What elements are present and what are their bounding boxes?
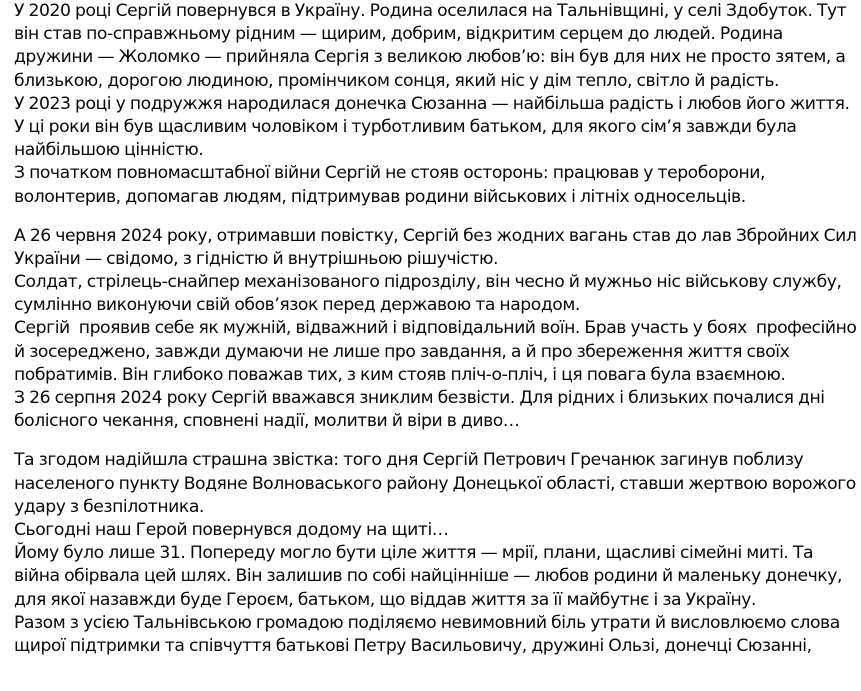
text-line: війна обірвала цей шлях. Він залишив по собі найцінніше — любов родини й маленьку донечку, bbox=[14, 566, 842, 587]
text-line: Солдат, стрілець-снайпер механізованого підрозділу, він чесно й мужньо ніс військову службу, bbox=[14, 272, 842, 293]
text-line: близькою, дорогою людиною, промінчиком сонця, який ніс у дім тепло, світло й радість. bbox=[14, 70, 780, 91]
text-line: Разом з усією Тальнівською громадою поділяємо невимовний біль утрати й висловлюємо слова bbox=[14, 612, 840, 633]
text-line: З 26 серпня 2024 року Сергій вважався зниклим безвісти. Для рідних і близьких почалися дні bbox=[14, 388, 825, 408]
text-line: Сергій проявив себе як мужній, відважний і відповідальний воїн. Брав участь у боях професійно bbox=[14, 318, 857, 339]
text-line: удару з безпілотника. bbox=[14, 496, 204, 517]
text-line: він став по-справжньому рідним — щирим, добрим, відкритим серцем до людей. Родина bbox=[14, 24, 783, 45]
text-line: України — свідомо, з гідністю й внутрішньою рішучістю. bbox=[14, 248, 498, 269]
text-line: болісного чекання, сповнені надії, молитви й віри в диво… bbox=[14, 411, 520, 432]
post-text-body bbox=[14, 0, 861, 674]
text-line: Сьогодні наш Герой повернувся додому на щиті… bbox=[14, 519, 449, 540]
text-line: волонтерив, допомагав людям, підтримував родини військових і літніх односельців. bbox=[14, 186, 746, 207]
paragraph-return-home bbox=[14, 0, 861, 209]
text-line: й зосереджено, завжди думаючи не лише про завдання, а й про збереження життя своїх bbox=[14, 341, 790, 362]
paragraph-military-service bbox=[14, 225, 861, 434]
text-line: У ці роки він був щасливим чоловіком і турботливим батьком, для якого сім’я завжди була bbox=[14, 116, 797, 137]
text-line: Йому було лише 31. Попереду могло бути ціле життя — мрії, плани, щасливі сімейні миті. Та bbox=[14, 543, 814, 564]
text-line: У 2020 році Сергій повернувся в Україну. Родина оселилася на Тальнівщині, у селі Здобуток. Тут bbox=[14, 1, 847, 21]
text-line: сумлінно виконуючи свій обов’язок перед державою та народом. bbox=[14, 295, 580, 316]
text-line: найбільшою цінністю. bbox=[14, 140, 204, 161]
text-line: У 2023 році у подружжя народилася донечка Сюзанна — найбільша радість і любов його життя. bbox=[14, 93, 850, 114]
text-line: побратимів. Він глибоко поважав тих, з ким стояв пліч-о-пліч, і ця повага була взаємною. bbox=[14, 364, 786, 385]
paragraph-memorial bbox=[14, 449, 861, 658]
text-line: щирої підтримки та співчуття батькові Петру Васильовичу, дружині Ользі, донечці Сюзанні, bbox=[14, 635, 812, 656]
text-line: для якої назавжди буде Героєм, батьком, що віддав життя за її майбутнє і за Україну. bbox=[14, 589, 756, 610]
text-line: дружини — Жоломко — прийняла Сергія з великою любов’ю: він був для них не просто зятем, а bbox=[14, 47, 846, 68]
text-line: населеного пункту Водяне Волноваського району Донецької області, ставши жертвою ворожого bbox=[14, 473, 856, 494]
text-line: А 26 червня 2024 року, отримавши повістку, Сергій без жодних вагань став до лав Збройних Сил bbox=[14, 225, 857, 246]
text-line: Та згодом надійшла страшна звістка: того дня Сергій Петрович Гречанюк загинув поблизу bbox=[14, 450, 804, 471]
text-line: З початком повномасштабної війни Сергій не стояв осторонь: працював у тероборони, bbox=[14, 163, 766, 184]
